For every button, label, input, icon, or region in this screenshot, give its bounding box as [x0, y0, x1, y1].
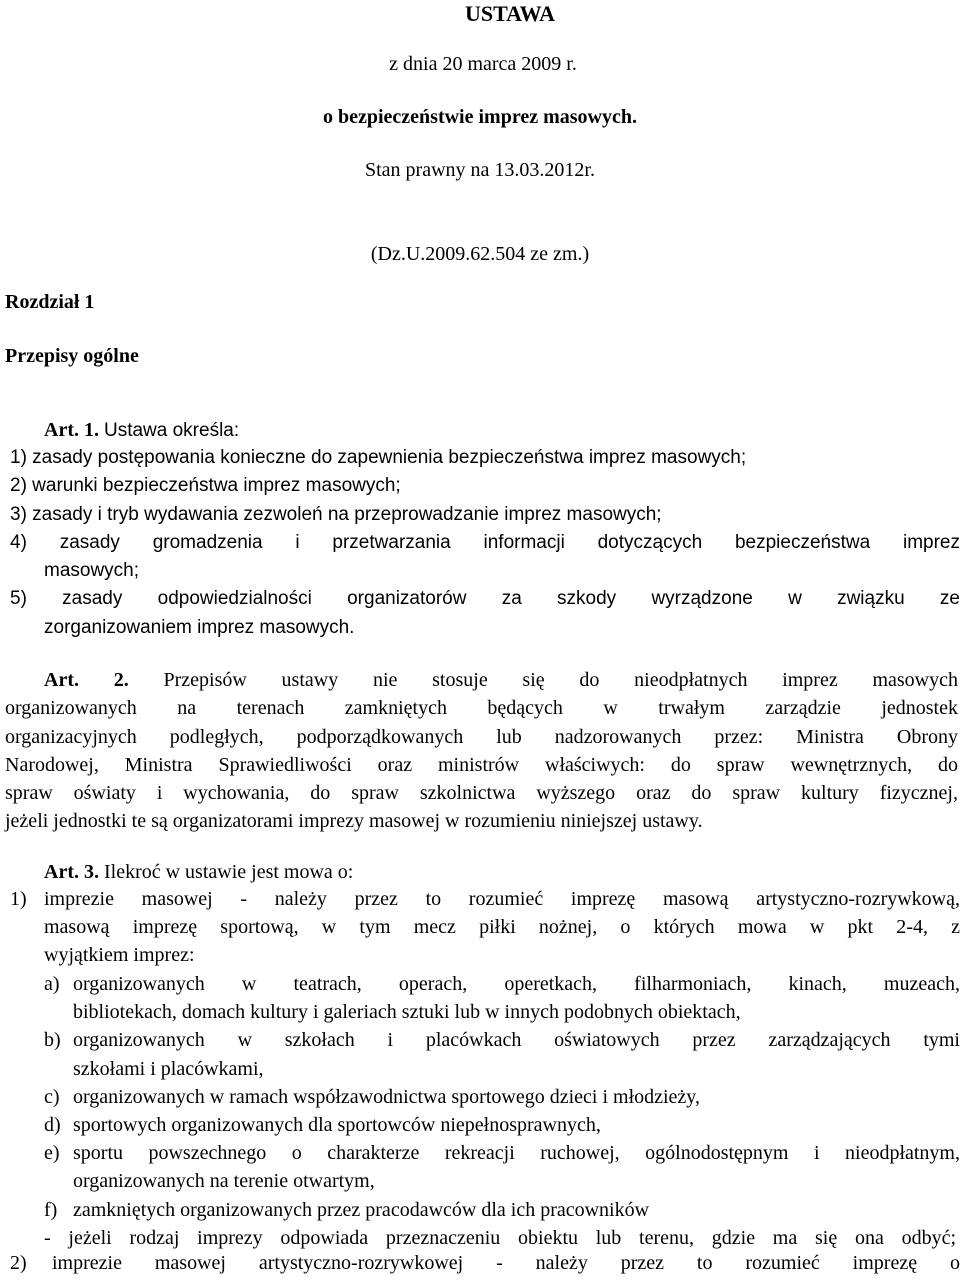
art1-item: 1) zasady postępowania konieczne do zapewnienia bezpieczeństwa imprez masowych; — [10, 447, 747, 468]
art3-closing: - jeżeli rodzaj imprezy odpowiada przeznaczeniu obiektu lub terenu, gdzie ma się ona odbyć; — [44, 1226, 956, 1249]
art1-intro: Ustawa określa: — [103, 420, 240, 441]
letter-marker: d) — [44, 1114, 61, 1137]
letter-line: bibliotekach, domach kultury i galeriach sztuki lub w innych podobnych obiektach, — [73, 1001, 741, 1024]
letter-line: szkołami i placówkami, — [73, 1057, 264, 1080]
act-subject: o bezpieczeństwie imprez masowych. — [322, 106, 637, 128]
letter-marker: a) — [44, 973, 60, 995]
art3-label: Art. 3. — [44, 861, 99, 883]
art3-intro: Ilekroć w ustawie jest mowa o: — [103, 861, 354, 883]
art2-line: organizacyjnych podległych, podporządkowanych lub nadzorowanych przez: Ministra Obrony — [5, 725, 958, 748]
art2-line: jeżeli jednostki te są organizatorami imprezy masowej w rozumieniu niniejszej ustawy. — [5, 810, 703, 833]
letter-line: organizowanych w teatrach, operach, operetkach, filharmoniach, kinach, muzeach, — [73, 973, 960, 995]
art3-point-2 — [10, 1249, 960, 1277]
art3-point-line: masową imprezę sportową, w tym mecz piłki nożnej, o których mowa w pkt 2-4, z — [44, 916, 960, 939]
art3-point-line: imprezie masowej - należy przez to rozumieć imprezę masową artystyczno-rozrywkową, — [44, 888, 960, 910]
art3-letter-item — [44, 1111, 960, 1139]
art2-paragraph — [5, 666, 958, 836]
letter-marker: b) — [44, 1029, 61, 1052]
art3-letter-item — [44, 1026, 960, 1082]
letter-line: organizowanych w ramach współzawodnictwa sportowego dzieci i młodzieży, — [73, 1085, 701, 1108]
art3-letter-item — [44, 1196, 960, 1224]
letter-marker: c) — [44, 1085, 60, 1108]
art3-heading — [44, 858, 353, 886]
chapter-title: Przepisy ogólne — [5, 345, 139, 367]
letter-line: organizowanych w szkołach i placówkach oświatowych przez zarządzających tymi — [73, 1029, 960, 1052]
art2-line: Narodowej, Ministra Sprawiedliwości oraz ministrów właściwych: do spraw wewnętrznych, do — [5, 753, 958, 776]
letter-line: zamkniętych organizowanych przez pracodawców dla ich pracowników — [73, 1198, 650, 1221]
letter-marker: e) — [44, 1142, 60, 1165]
art3-letter-item — [44, 970, 960, 1026]
chapter-number: Rozdział 1 — [5, 291, 95, 313]
art2-first-text: Przepisów ustawy nie stosuje się do nieodpłatnych imprez masowych — [163, 669, 958, 691]
letter-line: organizowanych na terenie otwartym, — [73, 1170, 375, 1193]
art3-point-1 — [10, 885, 960, 970]
art1-item: 2) warunki bezpieczeństwa imprez masowych; — [10, 475, 401, 497]
act-date: z dnia 20 marca 2009 r. — [389, 53, 577, 75]
art2-label: Art. 2. — [44, 669, 129, 691]
art1-list — [10, 444, 960, 642]
legal-status: Stan prawny na 13.03.2012r. — [365, 159, 595, 181]
art1-item: 5) zasady odpowiedzialności organizatorów za szkody wyrządzone w związku ze — [10, 588, 960, 610]
art3-letter-item — [44, 1083, 960, 1111]
journal-reference: (Dz.U.2009.62.504 ze zm.) — [370, 243, 590, 265]
letter-line: sportu powszechnego o charakterze rekreacji ruchowej, ogólnodostępnym i nieodpłatnym, — [73, 1142, 960, 1165]
art3-letter-item — [44, 1139, 960, 1195]
art3-point-number: 2) — [10, 1252, 27, 1274]
art1-heading — [44, 416, 239, 445]
art1-item: 3) zasady i tryb wydawania zezwoleń na przeprowadzanie imprez masowych; — [10, 503, 662, 525]
art2-first-line — [5, 666, 958, 694]
letter-line: sportowych organizowanych dla sportowców niepełnosprawnych, — [73, 1114, 601, 1137]
art3-point-line: wyjątkiem imprez: — [44, 944, 195, 967]
art1-item: 4) zasady gromadzenia i przetwarzania informacji dotyczących bezpieczeństwa imprez — [10, 531, 960, 553]
art1-item-cont: zorganizowaniem imprez masowych. — [44, 616, 355, 638]
art3-point-line: imprezie masowej artystyczno-rozrywkowej - należy przez to rozumieć imprezę o — [52, 1252, 960, 1274]
art3-letter-list — [44, 970, 960, 1252]
art2-line: spraw oświaty i wychowania, do spraw szkolnictwa wyższego oraz do spraw kultury fizycznej, — [5, 782, 958, 805]
act-title: USTAWA — [464, 1, 556, 26]
letter-marker: f) — [44, 1198, 58, 1221]
art2-line: organizowanych na terenach zamkniętych będących w trwałym zarządzie jednostek — [5, 697, 958, 720]
art1-label: Art. 1. — [44, 419, 99, 441]
art1-item-cont: masowych; — [44, 560, 140, 582]
art3-point-number: 1) — [10, 888, 27, 910]
